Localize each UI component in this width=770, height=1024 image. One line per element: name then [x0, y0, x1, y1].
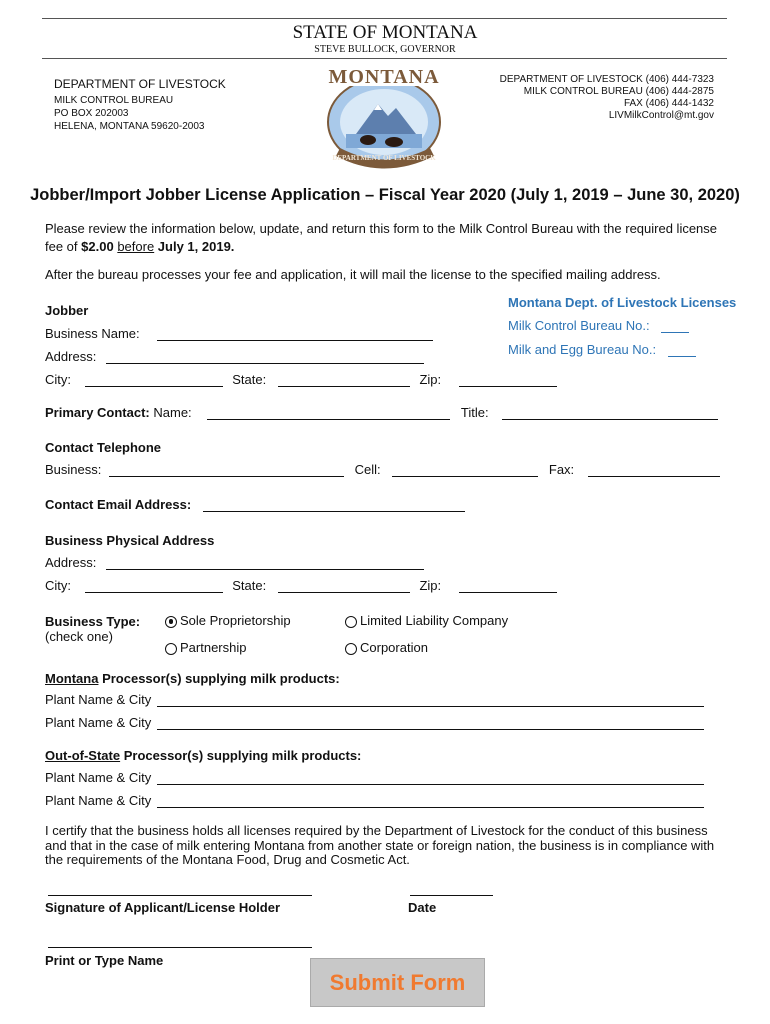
physical-address-heading: Business Physical Address [45, 533, 215, 548]
governor-line: STEVE BULLOCK, GOVERNOR [314, 44, 456, 55]
left-address-block [54, 77, 226, 132]
jobber-city-row [45, 372, 557, 387]
right-contact-block [500, 74, 714, 121]
licenses-heading: Montana Dept. of Livestock Licenses [508, 295, 737, 310]
jobber-zip-field[interactable] [459, 372, 557, 387]
corporation-label: Corporation [360, 640, 428, 655]
oos-processors-heading-underlined: Out-of-State [45, 748, 121, 763]
city-line: HELENA, MONTANA 59620-2003 [54, 121, 205, 132]
primary-title-label: Title: [460, 405, 489, 420]
physical-city-field[interactable] [85, 578, 223, 593]
zip-label: Zip: [419, 372, 442, 387]
intro-paragraph [45, 220, 725, 256]
primary-title-field[interactable] [502, 405, 718, 420]
jobber-city-field[interactable] [85, 372, 223, 387]
state-title: STATE OF MONTANA [292, 22, 478, 43]
bureau-name: MILK CONTROL BUREAU [54, 95, 174, 106]
oos-plant-field-1[interactable] [157, 770, 704, 785]
telephone-row [45, 462, 720, 477]
signature-label: Signature of Applicant/License Holder [45, 900, 280, 915]
date-line[interactable] [410, 895, 493, 896]
physical-address-label: Address: [45, 555, 97, 570]
before-word: before [117, 239, 155, 254]
meb-number-field[interactable] [668, 342, 696, 357]
form-title: Jobber/Import Jobber License Application – Fiscal Year 2020 (July 1, 2019 – June 30, 2020) [30, 186, 740, 204]
oos-plant-label-2: Plant Name & City [45, 793, 152, 808]
fee-amount: $2.00 [81, 239, 114, 254]
sole-proprietorship-radio[interactable] [165, 616, 177, 628]
llc-radio[interactable] [345, 616, 357, 628]
mt-plant-field-2[interactable] [157, 715, 704, 730]
mt-plant-label-1: Plant Name & City [45, 692, 152, 707]
city-label: City: [45, 372, 71, 387]
meb-number-row [508, 342, 696, 357]
business-type-label-block [45, 614, 140, 644]
address-label: Address: [45, 349, 97, 364]
physical-zip-label: Zip: [419, 578, 442, 593]
po-box: PO BOX 202003 [54, 108, 129, 119]
jobber-address-row [45, 349, 424, 364]
business-name-field[interactable] [157, 326, 433, 341]
physical-state-field[interactable] [278, 578, 410, 593]
mt-processors-heading [45, 671, 340, 686]
mt-processors-heading-underlined: Montana [45, 671, 99, 686]
physical-city-row [45, 578, 557, 593]
business-name-label: Business Name: [45, 326, 140, 341]
state-label: State: [232, 372, 267, 387]
business-phone-field[interactable] [109, 462, 344, 477]
email-row [45, 497, 465, 512]
mcb-number-row [508, 318, 689, 333]
oos-processors-heading-rest: Processor(s) supplying milk products: [120, 748, 362, 763]
signature-line[interactable] [48, 895, 312, 896]
livestock-seal-logo [316, 64, 454, 172]
top-rule [42, 18, 727, 19]
mt-plant-field-1[interactable] [157, 692, 704, 707]
business-phone-label: Business: [45, 462, 102, 477]
jobber-heading: Jobber [45, 303, 89, 318]
option-llc[interactable] [345, 613, 508, 628]
print-name-line[interactable] [48, 947, 312, 948]
jobber-state-field[interactable] [278, 372, 410, 387]
fax-phone: FAX (406) 444-1432 [623, 98, 714, 109]
sole-proprietorship-label: Sole Proprietorship [180, 613, 291, 628]
option-sole-proprietorship[interactable] [165, 613, 291, 628]
print-name-label: Print or Type Name [45, 953, 164, 968]
mt-processors-heading-rest: Processor(s) supplying milk products: [98, 671, 340, 686]
corporation-radio[interactable] [345, 643, 357, 655]
fax-field[interactable] [588, 462, 720, 477]
meb-number-label: Milk and Egg Bureau No.: [508, 342, 657, 357]
mt-plant-row-1 [45, 692, 704, 707]
partnership-radio[interactable] [165, 643, 177, 655]
submit-form-button[interactable]: Submit Form [310, 958, 485, 1007]
cell-phone-label: Cell: [354, 462, 381, 477]
telephone-heading: Contact Telephone [45, 440, 162, 455]
physical-address-row [45, 555, 424, 570]
business-name-row [45, 326, 433, 341]
header-rule [42, 58, 727, 59]
physical-city-label: City: [45, 578, 71, 593]
oos-plant-label-1: Plant Name & City [45, 770, 152, 785]
option-partnership[interactable] [165, 640, 246, 655]
email-field[interactable] [203, 497, 465, 512]
svg-text:MONTANA: MONTANA [328, 66, 440, 88]
jobber-address-field[interactable] [106, 349, 424, 364]
mt-plant-label-2: Plant Name & City [45, 715, 152, 730]
mcb-number-field[interactable] [661, 318, 689, 333]
mcb-number-label: Milk Control Bureau No.: [508, 318, 650, 333]
contact-email: LIVMilkControl@mt.gov [608, 110, 714, 121]
deadline-date: July 1, 2019. [154, 239, 235, 254]
cell-phone-field[interactable] [392, 462, 538, 477]
primary-name-label: Name: [153, 405, 192, 420]
intro-paragraph-2: After the bureau processes your fee and application, it will mail the license to the specified mailing address. [45, 267, 661, 282]
primary-contact-row [45, 405, 718, 420]
bureau-phone: MILK CONTROL BUREAU (406) 444-2875 [523, 86, 714, 97]
llc-label: Limited Liability Company [360, 613, 509, 628]
business-type-label: Business Type: [45, 614, 141, 629]
primary-name-field[interactable] [207, 405, 450, 420]
oos-plant-field-2[interactable] [157, 793, 704, 808]
mt-plant-row-2 [45, 715, 704, 730]
svg-text:DEPARTMENT OF LIVESTOCK: DEPARTMENT OF LIVESTOCK [332, 154, 436, 162]
intro-text: Please review the information below, update, and return this form to the Milk Control Bureau with the required license fee of [45, 221, 718, 254]
oos-plant-row-1 [45, 770, 704, 785]
business-type-hint: (check one) [45, 629, 113, 644]
physical-zip-field[interactable] [459, 578, 557, 593]
certification-text: I certify that the business holds all licenses required by the Department of Livestock for the conduct of this business and that in the case of milk entering Montana from another state or foreign nation, the business is in compliance with the requirements of the Montana Food, Drug and Cosmetic Act. [45, 823, 715, 867]
date-label: Date [408, 900, 437, 915]
fax-label: Fax: [548, 462, 575, 477]
dept-phone: DEPARTMENT OF LIVESTOCK (406) 444-7323 [499, 74, 714, 85]
physical-address-field[interactable] [106, 555, 424, 570]
option-corporation[interactable] [345, 640, 428, 655]
email-label: Contact Email Address: [45, 497, 192, 512]
primary-contact-label: Primary Contact: [45, 405, 150, 420]
partnership-label: Partnership [180, 640, 247, 655]
physical-state-label: State: [232, 578, 267, 593]
oos-plant-row-2 [45, 793, 704, 808]
dept-name: DEPARTMENT OF LIVESTOCK [54, 77, 226, 91]
oos-processors-heading [45, 748, 361, 763]
